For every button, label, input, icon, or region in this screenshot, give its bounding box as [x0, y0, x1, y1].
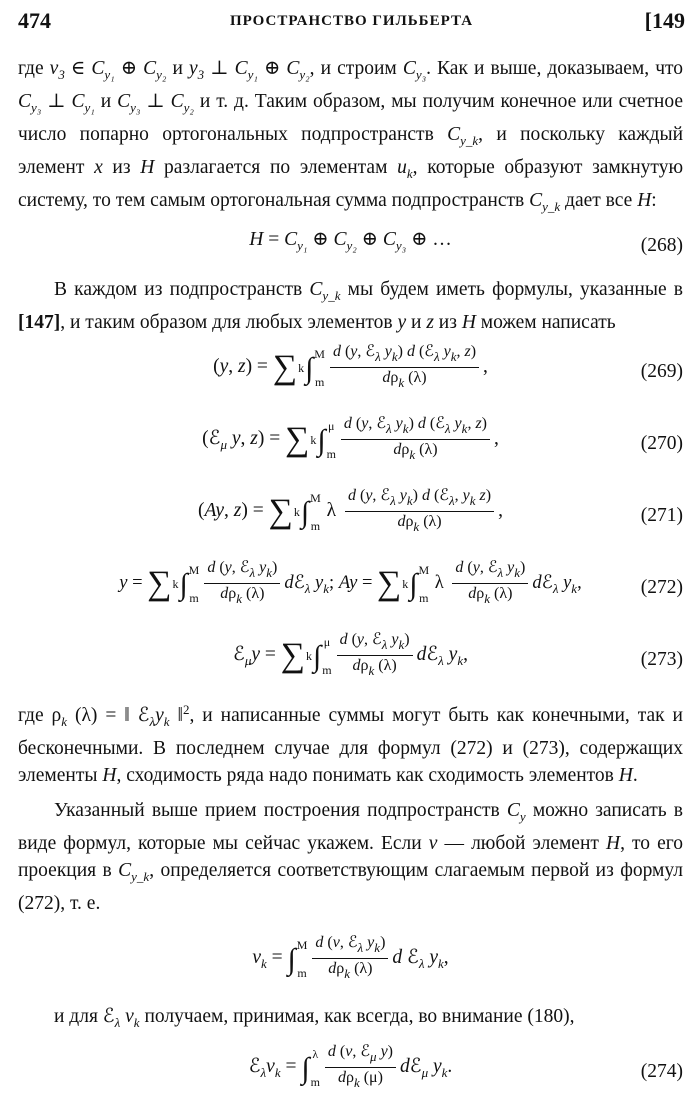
paragraph-2: В каждом из подпространств $C_{y\_k}$ мы будем иметь формулы, указанные в [147], и таким образом для любых элементов y и z из H можем написать — [18, 279, 683, 333]
page-number: 474 — [18, 8, 51, 33]
equation-number: (269) — [640, 361, 683, 382]
section-number: [149 — [644, 8, 685, 33]
paragraph-1: где $v_3$ ∈ $C_{y_1}$ ⊕ $C_{y_2}$ и $y_3$ ⊥ $C_{y_1}$ ⊕ $C_{y_2}$, и строим $C_{y_3}$. Как и выше, доказываем, что $C_{y_3}$ ⊥ $C_{y_1}$ и $C_{y_3}$ ⊥ $C_{y_2}$ и т. д. Таким образом, мы получим конечное или счетное число попарно ортогональных подпространств $C_{y\_k}$, и поскольку каждый элемент x из H разлагается по элементам $u_k$, которые образуют замкнутую систему, то тем самым ортогональная сумма подпространств $C_{y\_k}$ дает все H: — [18, 58, 684, 214]
equation-270: (ℰ$_\mu$ y, z) = ∑k∫ μ m $\frac{d (y, ℰ_\lambda y_k) d (ℰ_\lambda y_k, z)}{d\rho_k (\lambda)}$ , (270) — [202, 415, 683, 462]
equation-number: (271) — [640, 505, 683, 526]
paragraph-4: Указанный выше прием построения подпространств $C_y$ можно записать в виде формул, которые мы сейчас укажем. Если v — любой элемент H, то его проекция в $C_{y\_k}$, определяется соответствующим слагаемым первой из формул (272), т. е. — [18, 800, 684, 914]
equation-269: (y, z) = ∑k∫M m $\frac{d (y, ℰ_\lambda y_k) d (ℰ_\lambda y_k, z)}{d\rho_k (\lambda)}$ , (269) — [213, 343, 683, 390]
paragraph-3: где $\rho_k$ (λ) = ‖ $ℰ_\lambda y_k$ ‖$^2$, и написанные суммы могут быть как конечными, так и бесконечными. В последнем случае для формул (272) и (273), содержащих элементы H, сходимость ряда надо понимать как сходимость элементов H. — [18, 702, 683, 786]
page-body — [18, 55, 683, 1108]
page-header — [18, 8, 685, 38]
equation-vk: $v_k = \int M$ m $\frac{d (v, ℰ_\lambda y_k)}{d\rho_k (\lambda)}$ d ℰ$_\lambda$ $y_k$, — [252, 934, 449, 981]
equation-number: (272) — [640, 577, 683, 598]
paragraph-5: и для ℰ$_\lambda$ $v_k$ получаем, принимая, как всегда, во внимание (180), — [54, 1006, 575, 1030]
equation-number: (273) — [640, 649, 683, 670]
equation-274: $ℰ_\lambda v_k$ = ∫ λ m $\frac{d (v, ℰ_\mu y)}{d\rho_k (\mu)}$ dℰ$_\mu$ $y_k$. (274) — [248, 1043, 683, 1090]
equation-268: $H = C_{y_1}$ ⊕ $C_{y_2}$ ⊕ $C_{y_3}$ ⊕ … (268) — [18, 220, 683, 276]
equation-number: (270) — [640, 433, 683, 454]
equation-272: y = ∑k∫M m $\frac{d (y, ℰ_\lambda y_k)}{d\rho_k (\lambda)}$ dℰ$_\lambda$ $y_k$; Ay = ∑k∫M m λ $\frac{d (y, ℰ_\lambda y_k)}{d\rho_k (\lambda)}$ dℰ$_\lambda$ $y_k$, (272) — [119, 559, 683, 606]
equation-271: (Ay, z) = ∑k∫M m λ $\frac{d (y, ℰ_\lambda y_k) d (ℰ_\lambda, y_k z)}{d\rho_k (\lambda)}$ , (271) — [198, 487, 683, 534]
equation-number: (274) — [640, 1061, 683, 1082]
equation-number: (268) — [640, 235, 683, 256]
equation-273: ℰ$_\mu$y = ∑k∫ μ m $\frac{d (y, ℰ_\lambda y_k)}{d\rho_k (\lambda)}$ dℰ$_\lambda$ $y_k$, (273) — [233, 631, 683, 678]
running-title: ПРОСТРАНСТВО ГИЛЬБЕРТА — [229, 13, 474, 29]
